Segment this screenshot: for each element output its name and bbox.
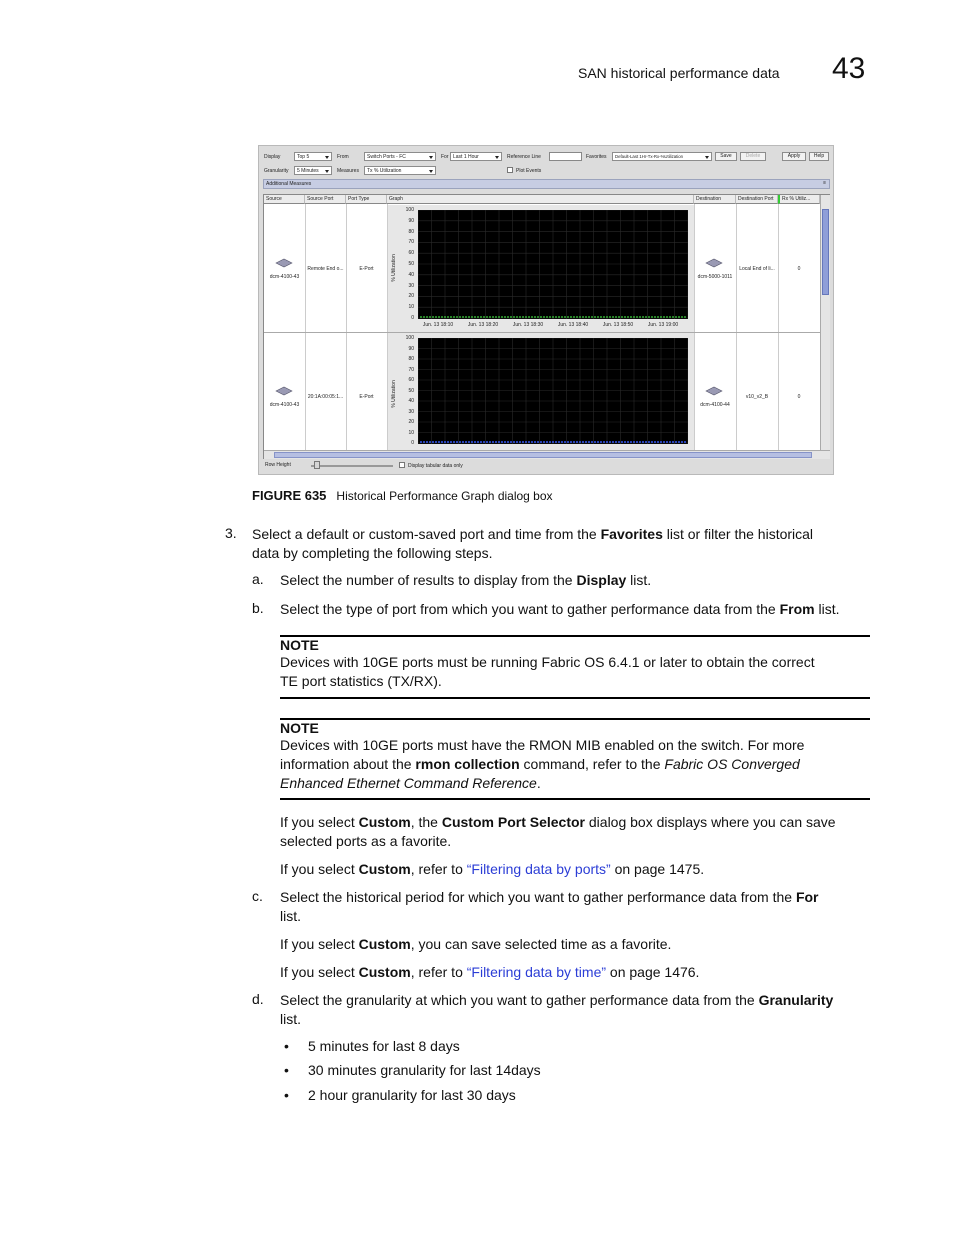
substep-mark: a. <box>252 571 264 587</box>
apply-button[interactable]: Apply <box>782 152 806 161</box>
historical-performance-dialog <box>258 145 834 475</box>
switch-icon <box>275 386 293 396</box>
section-title: SAN historical performance data <box>578 65 780 81</box>
y-tick-label: 50 <box>408 261 414 267</box>
y-tick-label: 100 <box>405 335 414 341</box>
tabular-data-checkbox[interactable] <box>399 462 405 468</box>
note-title: NOTE <box>280 720 319 736</box>
row-height-label: Row Height <box>265 462 291 468</box>
row-height-slider[interactable] <box>311 465 393 467</box>
source-cell: dcm-4100-43 <box>269 274 300 280</box>
note-rule <box>280 697 870 699</box>
granularity-dropdown[interactable]: 5 Minutes <box>294 166 332 175</box>
y-tick-label: 70 <box>408 239 414 246</box>
plot-grid <box>418 210 688 319</box>
y-tick-label: 0 <box>411 315 414 321</box>
y-tick-label: 60 <box>408 250 414 257</box>
row-height-knob[interactable] <box>314 461 320 469</box>
y-axis-label: % Utilization <box>391 380 397 408</box>
y-tick-label: 90 <box>408 345 414 352</box>
utilization-graph-2 <box>388 333 694 450</box>
col-source[interactable]: Source <box>264 195 305 204</box>
x-tick-label: Jun. 13 18:20 <box>467 322 499 328</box>
y-tick-label: 40 <box>408 398 414 404</box>
substep-d-text: Select the granularity at which you want to gather performance data from the Granularity list. <box>280 992 834 1027</box>
from-label: From <box>337 154 349 160</box>
for-label: For <box>441 154 449 160</box>
display-label: Display <box>264 154 281 160</box>
granularity-label: Granularity <box>264 168 289 174</box>
col-graph[interactable]: Graph <box>387 195 694 204</box>
x-tick-label: Jun. 13 18:10 <box>422 322 454 328</box>
paragraph: If you select Custom, refer to “Filtering data by time” on page 1476. <box>280 964 700 980</box>
switch-icon <box>705 386 723 396</box>
plot-grid <box>418 338 688 444</box>
substep-b-text: Select the type of port from which you want to gather performance data from the From list. <box>280 601 840 617</box>
substep-mark: c. <box>252 888 263 904</box>
plot-events-checkbox[interactable] <box>507 167 513 173</box>
rx-cell: 0 <box>797 266 801 272</box>
y-tick-label: 100 <box>405 207 414 213</box>
bullet-item: • 5 minutes for last 8 days <box>284 1038 460 1054</box>
switch-icon <box>705 258 723 268</box>
reference-line-input[interactable] <box>549 152 582 161</box>
measures-label: Measures <box>337 168 359 174</box>
paragraph: If you select Custom, you can save selected time as a favorite. <box>280 936 672 952</box>
y-tick-label: 90 <box>408 217 414 224</box>
destination-port-cell: Local End of li... <box>739 266 775 272</box>
note-rule <box>280 798 870 800</box>
chapter-number: 43 <box>832 52 866 85</box>
plot-area <box>418 338 688 444</box>
y-tick-label: 70 <box>408 366 414 373</box>
step-3-text: Select a default or custom-saved port and time from the Favorites list or filter the historical data by completing the following steps. <box>252 526 814 561</box>
reference-line-label: Reference Line <box>507 154 541 160</box>
vertical-scrollbar[interactable] <box>820 195 830 450</box>
y-tick-label: 80 <box>408 228 414 235</box>
y-tick-label: 20 <box>408 293 414 300</box>
x-tick-label: Jun. 13 18:40 <box>557 322 589 328</box>
additional-measures-bar[interactable] <box>263 179 830 189</box>
plot-area <box>418 210 688 319</box>
results-table <box>263 194 830 459</box>
y-tick-label: 60 <box>408 377 414 383</box>
note-1-text: Devices with 10GE ports must be running Fabric OS 6.4.1 or later to obtain the correct TE port statistics (TX/RX). <box>280 654 815 689</box>
source-port-cell: 20:1A:00:05:1... <box>307 394 344 400</box>
paragraph: If you select Custom, the Custom Port Selector dialog box displays where you can save selected ports as a favorite. <box>280 814 836 849</box>
collapse-icon[interactable]: ≡ <box>823 180 826 186</box>
col-destination[interactable]: Destination <box>694 195 736 204</box>
destination-cell: dcm-5000-1011 <box>697 274 733 280</box>
horizontal-scrollbar[interactable] <box>264 450 830 459</box>
bullet-item: • 2 hour granularity for last 30 days <box>284 1087 516 1103</box>
from-dropdown[interactable]: Switch Ports - FC <box>364 152 436 161</box>
scrollbar-thumb[interactable] <box>274 452 812 458</box>
figure-number: FIGURE 635 <box>252 488 327 503</box>
save-button[interactable]: Save <box>715 152 737 161</box>
port-type-cell: E-Port <box>359 266 374 272</box>
y-tick-label: 40 <box>408 271 414 278</box>
destination-cell: dcm-4100-44 <box>700 402 730 408</box>
y-axis-label: % Utilization <box>391 253 397 282</box>
bullet-item: • 30 minutes granularity for last 14days <box>284 1062 541 1078</box>
note-rule <box>280 718 870 720</box>
substep-c-text: Select the historical period for which you want to gather performance data from the For list. <box>280 889 819 924</box>
display-dropdown[interactable]: Top 5 <box>294 152 332 161</box>
y-tick-label: 10 <box>408 429 414 436</box>
note-2-text: Devices with 10GE ports must have the RMON MIB enabled on the switch. For more information about the rmon collection command, refer to the Fabric OS Converged Enhanced Ethernet Command Reference. <box>280 737 805 791</box>
step-number: 3. <box>225 525 237 541</box>
col-port-type[interactable]: Port Type <box>346 195 387 204</box>
substep-mark: d. <box>252 991 264 1007</box>
measures-dropdown[interactable]: Tx % Utilization <box>364 166 436 175</box>
destination-port-cell: v10_v2_B <box>745 394 769 400</box>
favorites-dropdown[interactable]: Default-Last 1Hr-Tx-Rx-%Utilization <box>612 152 712 161</box>
filtering-by-ports-link[interactable]: “Filtering data by ports” <box>466 861 611 877</box>
figure-caption <box>252 488 553 503</box>
substep-mark: b. <box>252 600 264 616</box>
favorites-label: Favorites <box>586 154 607 160</box>
col-destination-port[interactable]: Destination Port <box>736 195 778 204</box>
figure-title: Historical Performance Graph dialog box <box>336 489 553 503</box>
col-rx-utilization[interactable]: Rx % Utiliz... <box>778 195 820 204</box>
y-tick-label: 30 <box>408 408 414 415</box>
y-tick-label: 0 <box>411 440 414 446</box>
switch-icon <box>275 258 293 268</box>
y-tick-label: 20 <box>408 419 414 425</box>
substep-a-text: Select the number of results to display from the Display list. <box>280 572 652 588</box>
additional-measures-label: Additional Measures <box>266 181 312 187</box>
source-cell: dcm-4100-43 <box>269 402 300 408</box>
paragraph: If you select Custom, refer to “Filtering data by ports” on page 1475. <box>280 861 705 877</box>
delete-button[interactable]: Delete <box>740 152 766 161</box>
x-tick-label: Jun. 13 19:00 <box>647 322 679 328</box>
col-source-port[interactable]: Source Port <box>305 195 346 204</box>
note-title: NOTE <box>280 637 319 653</box>
utilization-graph-1 <box>388 205 694 332</box>
source-port-cell: Remote End o... <box>307 266 344 272</box>
port-type-cell: E-Port <box>359 394 374 400</box>
x-tick-label: Jun. 13 18:30 <box>512 322 544 328</box>
scrollbar-thumb[interactable] <box>822 209 829 295</box>
y-tick-label: 80 <box>408 356 414 362</box>
filtering-by-time-link[interactable]: “Filtering data by time” <box>466 964 607 980</box>
rx-cell: 0 <box>797 394 801 400</box>
help-button[interactable]: Help <box>809 152 829 161</box>
y-tick-label: 50 <box>408 387 414 394</box>
y-tick-label: 30 <box>408 282 414 289</box>
x-tick-label: Jun. 13 18:50 <box>602 322 634 328</box>
note-rule <box>280 635 870 637</box>
y-tick-label: 10 <box>408 304 414 311</box>
tabular-data-label: Display tabular data only <box>408 463 463 469</box>
for-dropdown[interactable]: Last 1 Hour <box>450 152 502 161</box>
plot-events-label: Plot Events <box>516 168 542 174</box>
